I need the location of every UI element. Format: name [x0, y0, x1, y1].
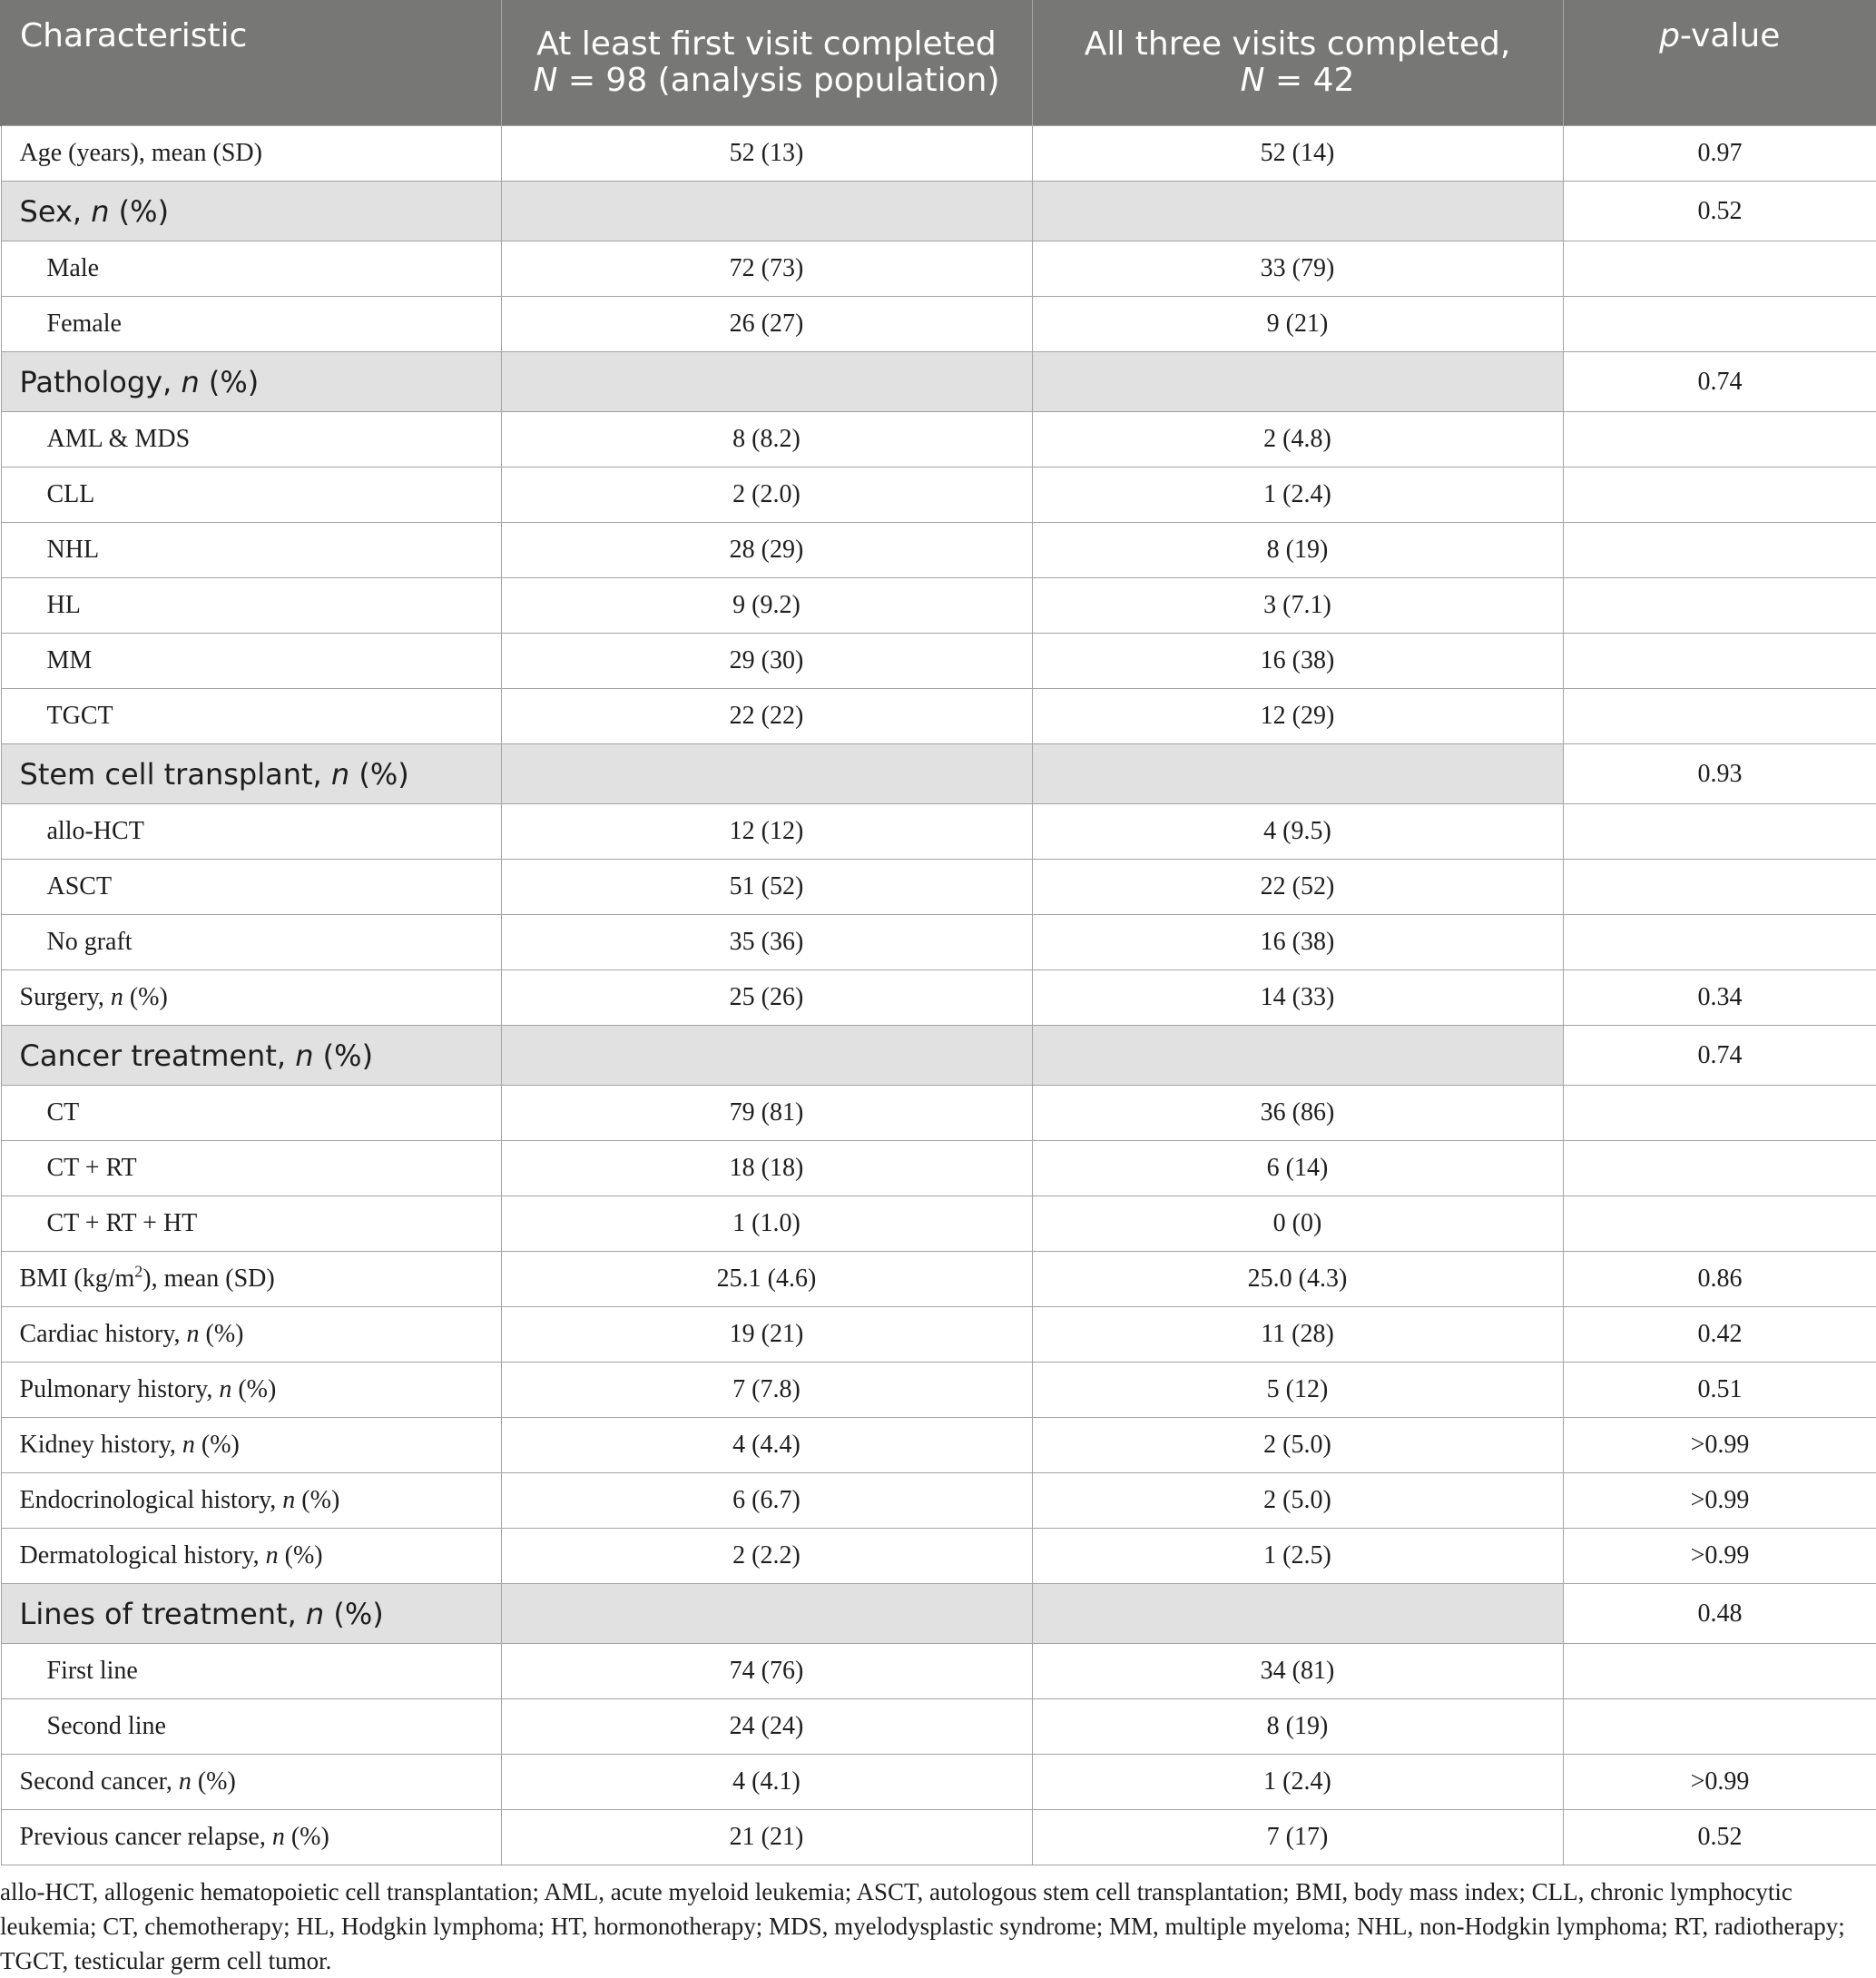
header-all-visits: [1032, 0, 1563, 126]
first-visit-value: 19 (21): [501, 1307, 1032, 1363]
row-label: CT + RT + HT: [1, 1196, 501, 1252]
header-all-visits-n: N: [1240, 62, 1265, 99]
p-value: [1563, 1699, 1876, 1755]
section-row: [1, 1026, 1876, 1086]
first-visit-value: [501, 182, 1032, 241]
row-label: Male: [1, 241, 501, 297]
first-visit-value: 79 (81): [501, 1086, 1032, 1141]
first-visit-value: 21 (21): [501, 1810, 1032, 1865]
table-row: [1, 634, 1876, 689]
row-label: MM: [1, 634, 501, 689]
row-label: Dermatological history, n (%): [1, 1529, 501, 1584]
p-value: [1563, 1141, 1876, 1196]
all-visits-value: 36 (86): [1032, 1086, 1563, 1141]
all-visits-value: 16 (38): [1032, 915, 1563, 970]
p-value: >0.99: [1563, 1755, 1876, 1810]
row-label: Surgery, n (%): [1, 970, 501, 1026]
table-row: [1, 689, 1876, 744]
table-row: [1, 467, 1876, 523]
row-label: No graft: [1, 915, 501, 970]
all-visits-value: [1032, 352, 1563, 412]
first-visit-value: 25 (26): [501, 970, 1032, 1026]
all-visits-value: 11 (28): [1032, 1307, 1563, 1363]
table-row: [1, 1699, 1876, 1755]
row-label: Stem cell transplant, n (%): [1, 744, 501, 804]
row-label: Endocrinological history, n (%): [1, 1473, 501, 1529]
all-visits-value: 1 (2.4): [1032, 467, 1563, 523]
p-value: 0.34: [1563, 970, 1876, 1026]
all-visits-value: 25.0 (4.3): [1032, 1252, 1563, 1307]
all-visits-value: 2 (5.0): [1032, 1418, 1563, 1473]
table-row: [1, 297, 1876, 352]
all-visits-value: 6 (14): [1032, 1141, 1563, 1196]
first-visit-value: 72 (73): [501, 241, 1032, 297]
p-value: 0.52: [1563, 1810, 1876, 1865]
row-label: ASCT: [1, 860, 501, 915]
first-visit-value: 9 (9.2): [501, 578, 1032, 634]
all-visits-value: 52 (14): [1032, 126, 1563, 182]
p-value: [1563, 860, 1876, 915]
p-value: [1563, 634, 1876, 689]
table-row: [1, 578, 1876, 634]
header-first-visit-line1: At least first visit completed: [536, 25, 997, 63]
section-row: [1, 182, 1876, 241]
row-label: Previous cancer relapse, n (%): [1, 1810, 501, 1865]
all-visits-value: 2 (4.8): [1032, 412, 1563, 467]
first-visit-value: 1 (1.0): [501, 1196, 1032, 1252]
row-label: Pathology, n (%): [1, 352, 501, 412]
first-visit-value: 51 (52): [501, 860, 1032, 915]
row-label: Lines of treatment, n (%): [1, 1584, 501, 1644]
p-value: [1563, 241, 1876, 297]
header-first-visit-line2: = 98 (analysis population): [557, 62, 1000, 99]
row-label: HL: [1, 578, 501, 634]
table-row: [1, 804, 1876, 860]
table-row: [1, 1810, 1876, 1865]
p-value: [1563, 804, 1876, 860]
header-first-visit: [501, 0, 1032, 126]
first-visit-value: 6 (6.7): [501, 1473, 1032, 1529]
p-value: >0.99: [1563, 1529, 1876, 1584]
all-visits-value: 14 (33): [1032, 970, 1563, 1026]
row-label: CLL: [1, 467, 501, 523]
p-value: [1563, 467, 1876, 523]
first-visit-value: 74 (76): [501, 1644, 1032, 1699]
first-visit-value: 22 (22): [501, 689, 1032, 744]
row-label: Female: [1, 297, 501, 352]
all-visits-value: 1 (2.4): [1032, 1755, 1563, 1810]
all-visits-value: [1032, 1584, 1563, 1644]
first-visit-value: 28 (29): [501, 523, 1032, 578]
first-visit-value: 35 (36): [501, 915, 1032, 970]
table-row: [1, 1644, 1876, 1699]
table-row: [1, 523, 1876, 578]
p-value: 0.93: [1563, 744, 1876, 804]
p-value: 0.51: [1563, 1363, 1876, 1418]
row-label: Age (years), mean (SD): [1, 126, 501, 182]
all-visits-value: 9 (21): [1032, 297, 1563, 352]
first-visit-value: 24 (24): [501, 1699, 1032, 1755]
first-visit-value: 2 (2.2): [501, 1529, 1032, 1584]
p-value: 0.97: [1563, 126, 1876, 182]
table-row: [1, 412, 1876, 467]
table-row: [1, 241, 1876, 297]
table-row: [1, 1086, 1876, 1141]
header-p-rest: -value: [1680, 17, 1781, 54]
table-row: [1, 860, 1876, 915]
row-label: CT + RT: [1, 1141, 501, 1196]
p-value: 0.42: [1563, 1307, 1876, 1363]
table-row: [1, 1418, 1876, 1473]
header-first-visit-n: N: [533, 62, 558, 99]
section-row: [1, 352, 1876, 412]
first-visit-value: 8 (8.2): [501, 412, 1032, 467]
p-value: >0.99: [1563, 1418, 1876, 1473]
first-visit-value: [501, 352, 1032, 412]
p-value: 0.74: [1563, 1026, 1876, 1086]
first-visit-value: [501, 1026, 1032, 1086]
first-visit-value: 2 (2.0): [501, 467, 1032, 523]
all-visits-value: 5 (12): [1032, 1363, 1563, 1418]
all-visits-value: 4 (9.5): [1032, 804, 1563, 860]
header-row: [1, 0, 1876, 126]
p-value: [1563, 1086, 1876, 1141]
all-visits-value: 12 (29): [1032, 689, 1563, 744]
first-visit-value: 29 (30): [501, 634, 1032, 689]
row-label: BMI $(kg/m^2)$, mean (SD): [1, 1252, 501, 1307]
first-visit-value: 4 (4.4): [501, 1418, 1032, 1473]
table-row: [1, 1141, 1876, 1196]
all-visits-value: [1032, 182, 1563, 241]
table-row: [1, 1529, 1876, 1584]
row-label: CT: [1, 1086, 501, 1141]
table-row: [1, 1473, 1876, 1529]
row-label: Pulmonary history, n (%): [1, 1363, 501, 1418]
row-label: Kidney history, n (%): [1, 1418, 501, 1473]
all-visits-value: 0 (0): [1032, 1196, 1563, 1252]
row-label: First line: [1, 1644, 501, 1699]
all-visits-value: 16 (38): [1032, 634, 1563, 689]
table-row: [1, 1307, 1876, 1363]
p-value: [1563, 689, 1876, 744]
all-visits-value: 8 (19): [1032, 1699, 1563, 1755]
row-label: Second line: [1, 1699, 501, 1755]
p-value: [1563, 915, 1876, 970]
header-p-italic: p: [1659, 17, 1680, 54]
p-value: [1563, 1644, 1876, 1699]
table-row: [1, 915, 1876, 970]
table-row: [1, 1196, 1876, 1252]
section-row: [1, 744, 1876, 804]
all-visits-value: 7 (17): [1032, 1810, 1563, 1865]
first-visit-value: 12 (12): [501, 804, 1032, 860]
row-label: Cardiac history, n (%): [1, 1307, 501, 1363]
row-label: NHL: [1, 523, 501, 578]
first-visit-value: 52 (13): [501, 126, 1032, 182]
table-body: [1, 126, 1876, 1865]
all-visits-value: 3 (7.1): [1032, 578, 1563, 634]
table-row: [1, 1252, 1876, 1307]
first-visit-value: 18 (18): [501, 1141, 1032, 1196]
table-footnote: allo-HCT, allogenic hematopoietic cell transplantation; AML, acute myeloid leukemia; ASCT, autologous stem cell transplantation; BMI, body mass index; CLL, chronic lymphocytic leukemia; CT, chemotherapy; HL, Hodgkin lymphoma; HT, hormonotherapy; MDS, myelodysplastic syndrome; MM, multiple myeloma; NHL, non-Hodgkin lymphoma; RT, radiotherapy; TGCT, testicular germ cell tumor.: [0, 1878, 1845, 1974]
table-row: [1, 126, 1876, 182]
all-visits-value: 34 (81): [1032, 1644, 1563, 1699]
p-value: [1563, 523, 1876, 578]
all-visits-value: [1032, 744, 1563, 804]
first-visit-value: 25.1 (4.6): [501, 1252, 1032, 1307]
first-visit-value: [501, 744, 1032, 804]
all-visits-value: 33 (79): [1032, 241, 1563, 297]
table-row: [1, 970, 1876, 1026]
p-value: 0.86: [1563, 1252, 1876, 1307]
p-value: [1563, 297, 1876, 352]
header-all-visits-line2: = 42: [1264, 62, 1355, 99]
row-label: Second cancer, n (%): [1, 1755, 501, 1810]
table-row: [1, 1363, 1876, 1418]
all-visits-value: [1032, 1026, 1563, 1086]
p-value: [1563, 1196, 1876, 1252]
header-p-value: [1563, 0, 1876, 126]
row-label: AML & MDS: [1, 412, 501, 467]
p-value: [1563, 578, 1876, 634]
first-visit-value: 4 (4.1): [501, 1755, 1032, 1810]
p-value: >0.99: [1563, 1473, 1876, 1529]
header-characteristic: Characteristic: [1, 0, 501, 126]
p-value: 0.74: [1563, 352, 1876, 412]
all-visits-value: 22 (52): [1032, 860, 1563, 915]
row-label: allo-HCT: [1, 804, 501, 860]
section-row: [1, 1584, 1876, 1644]
p-value: 0.52: [1563, 182, 1876, 241]
row-label: TGCT: [1, 689, 501, 744]
row-label: Sex, n (%): [1, 182, 501, 241]
table-row: [1, 1755, 1876, 1810]
p-value: 0.48: [1563, 1584, 1876, 1644]
all-visits-value: 2 (5.0): [1032, 1473, 1563, 1529]
all-visits-value: 8 (19): [1032, 523, 1563, 578]
p-value: [1563, 412, 1876, 467]
first-visit-value: 26 (27): [501, 297, 1032, 352]
first-visit-value: [501, 1584, 1032, 1644]
all-visits-value: 1 (2.5): [1032, 1529, 1563, 1584]
first-visit-value: 7 (7.8): [501, 1363, 1032, 1418]
header-all-visits-line1: All three visits completed,: [1084, 25, 1511, 63]
row-label: Cancer treatment, n (%): [1, 1026, 501, 1086]
